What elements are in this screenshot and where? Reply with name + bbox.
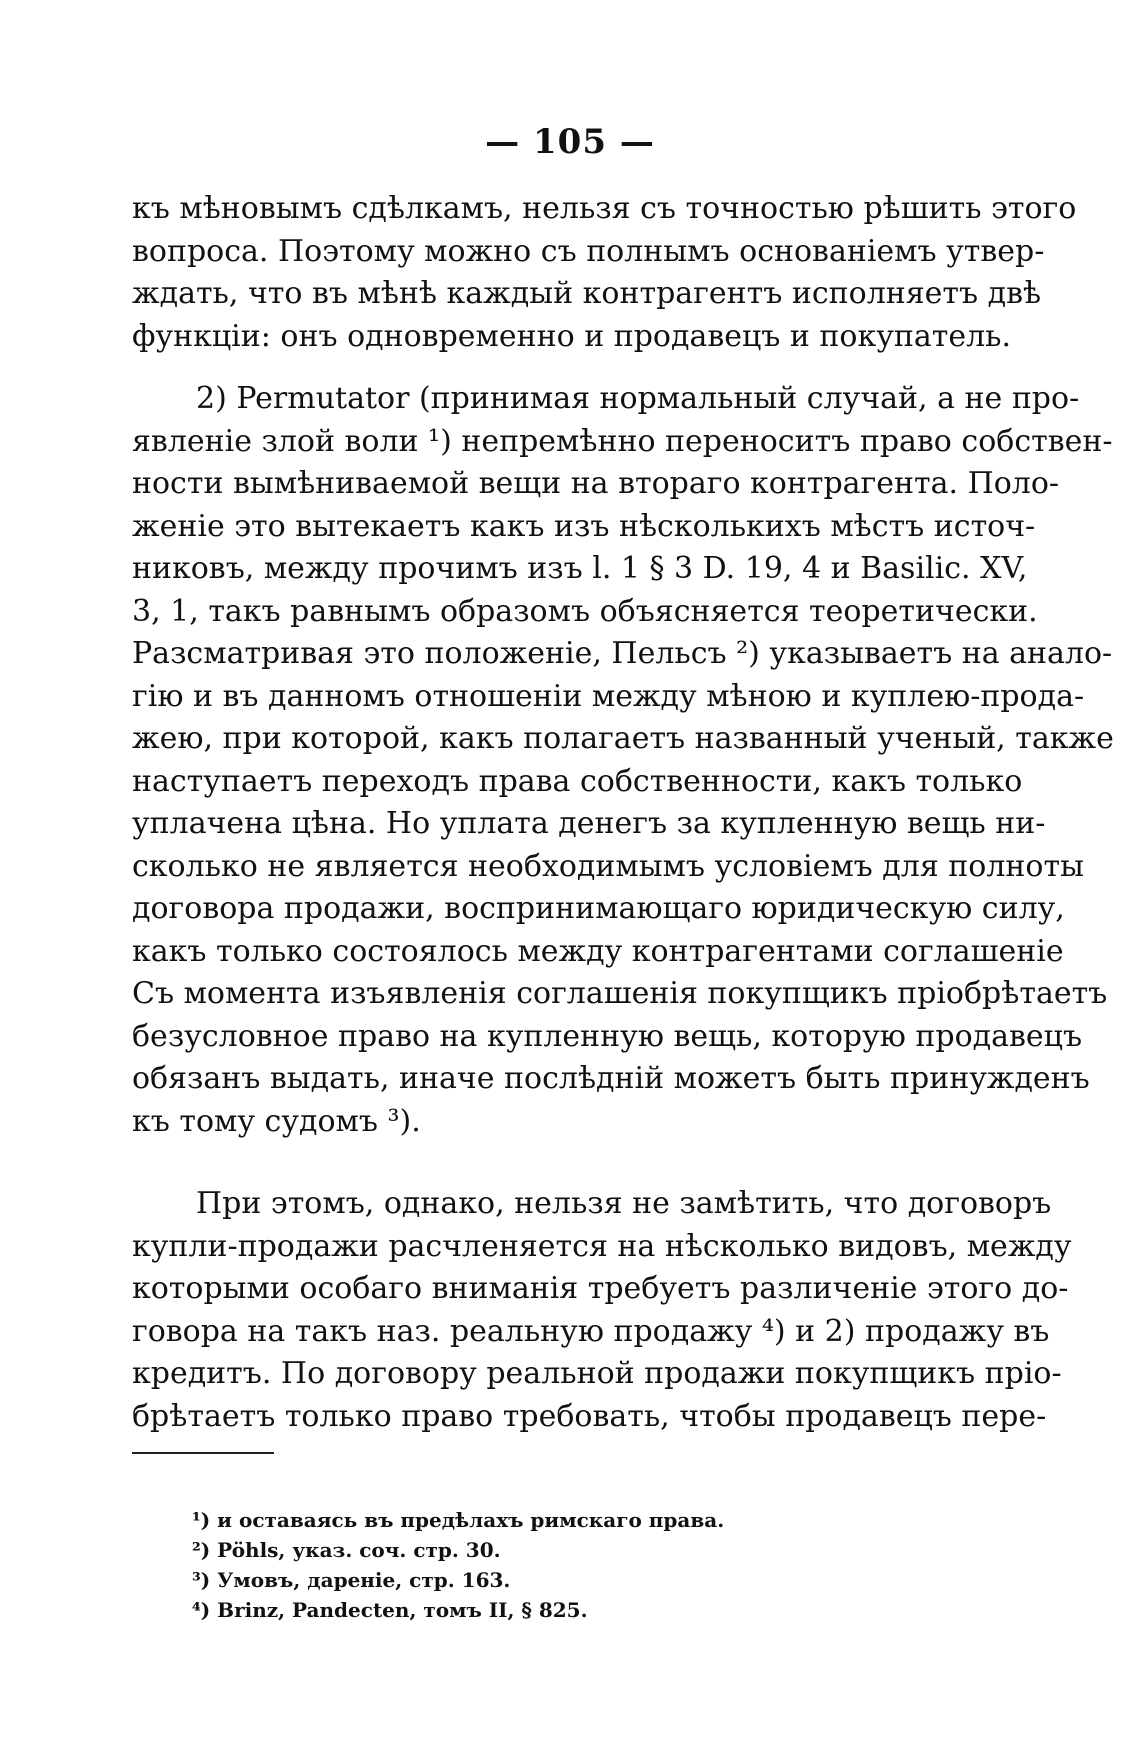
text-line: купли-продажи расчленяется на нѣсколько видовъ, между: [132, 1228, 1072, 1264]
text-line: какъ только состоялось между контрагентами соглашеніе: [132, 933, 1064, 969]
text-line: гію и въ данномъ отношеніи между мѣною и куплею-прода-: [132, 678, 1085, 714]
text-line: Съ момента изъявленія соглашенія покупщикъ пріобрѣтаетъ: [132, 976, 1108, 1011]
text-line: 2) Permutator (принимая нормальный случай, а не про-: [196, 381, 1080, 416]
footnote-divider: [132, 1452, 274, 1454]
paragraph-1: [132, 188, 1077, 358]
text-line: явленіе злой воли ¹) непремѣнно переноситъ право собствен-: [132, 423, 1113, 459]
text-line: кредитъ. По договору реальной продажи покупщикъ пріо-: [132, 1356, 1062, 1391]
text-line: безусловное право на купленную вещь, которую продавецъ: [132, 1018, 1083, 1054]
text-line: вопроса. Поэтому можно съ полнымъ основаніемъ утвер-: [132, 233, 1045, 269]
text-line: функціи: онъ одновременно и продавецъ и покупатель.: [132, 318, 1012, 354]
text-line: брѣтаетъ только право требовать, чтобы продавецъ пере-: [132, 1398, 1047, 1434]
text-line: 3, 1, такъ равнымъ образомъ объясняется теоретически.: [132, 593, 1038, 629]
footnote-3: ³) Умовъ, дареніе, стр. 163.: [192, 1568, 511, 1592]
footnote-1: ¹) и оставаясь въ предѣлахъ римскаго права.: [192, 1508, 725, 1532]
text-line: женіе это вытекаетъ какъ изъ нѣсколькихъ мѣстъ источ-: [132, 508, 1036, 544]
text-line: ности вымѣниваемой вещи на втораго контрагента. Поло-: [132, 466, 1060, 501]
text-line: которыми особаго вниманія требуетъ различеніе этого до-: [132, 1271, 1069, 1306]
text-line: обязанъ выдать, иначе послѣдній можетъ быть принужденъ: [132, 1061, 1090, 1096]
text-line: къ тому судомъ ³).: [132, 1103, 421, 1139]
footnotes: [192, 1505, 892, 1625]
text-line: къ мѣновымъ сдѣлкамъ, нельзя съ точностью рѣшить этого: [132, 191, 1077, 226]
text-line: договора продажи, воспринимающаго юридическую силу,: [132, 891, 1065, 926]
text-line: говора на такъ наз. реальную продажу ⁴) и 2) продажу въ: [132, 1313, 1050, 1349]
paragraph-2: [132, 378, 1114, 1143]
text-line: жею, при которой, какъ полагаетъ названный ученый, также: [132, 721, 1114, 756]
text-line: При этомъ, однако, нельзя не замѣтить, что договоръ: [196, 1186, 1052, 1221]
paragraph-3: [132, 1183, 1072, 1438]
footnote-4: ⁴) Brinz, Pandecten, томъ II, § 825.: [192, 1598, 588, 1622]
text-line: уплачена цѣна. Но уплата денегъ за купленную вещь ни-: [132, 806, 1046, 841]
text-line: никовъ, между прочимъ изъ l. 1 § 3 D. 19, 4 и Basilic. XV,: [132, 551, 1028, 586]
text-line: сколько не является необходимымъ условіемъ для полноты: [132, 848, 1084, 884]
footnote-2: ²) Pöhls, указ. соч. стр. 30.: [192, 1538, 501, 1562]
page-number: — 105 —: [485, 122, 655, 162]
text-line: ждать, что въ мѣнѣ каждый контрагентъ исполняетъ двѣ: [132, 276, 1042, 311]
text-line: Разсматривая это положеніе, Пельсъ ²) указываетъ на анало-: [132, 636, 1113, 671]
text-line: наступаетъ переходъ права собственности, какъ только: [132, 763, 1023, 799]
